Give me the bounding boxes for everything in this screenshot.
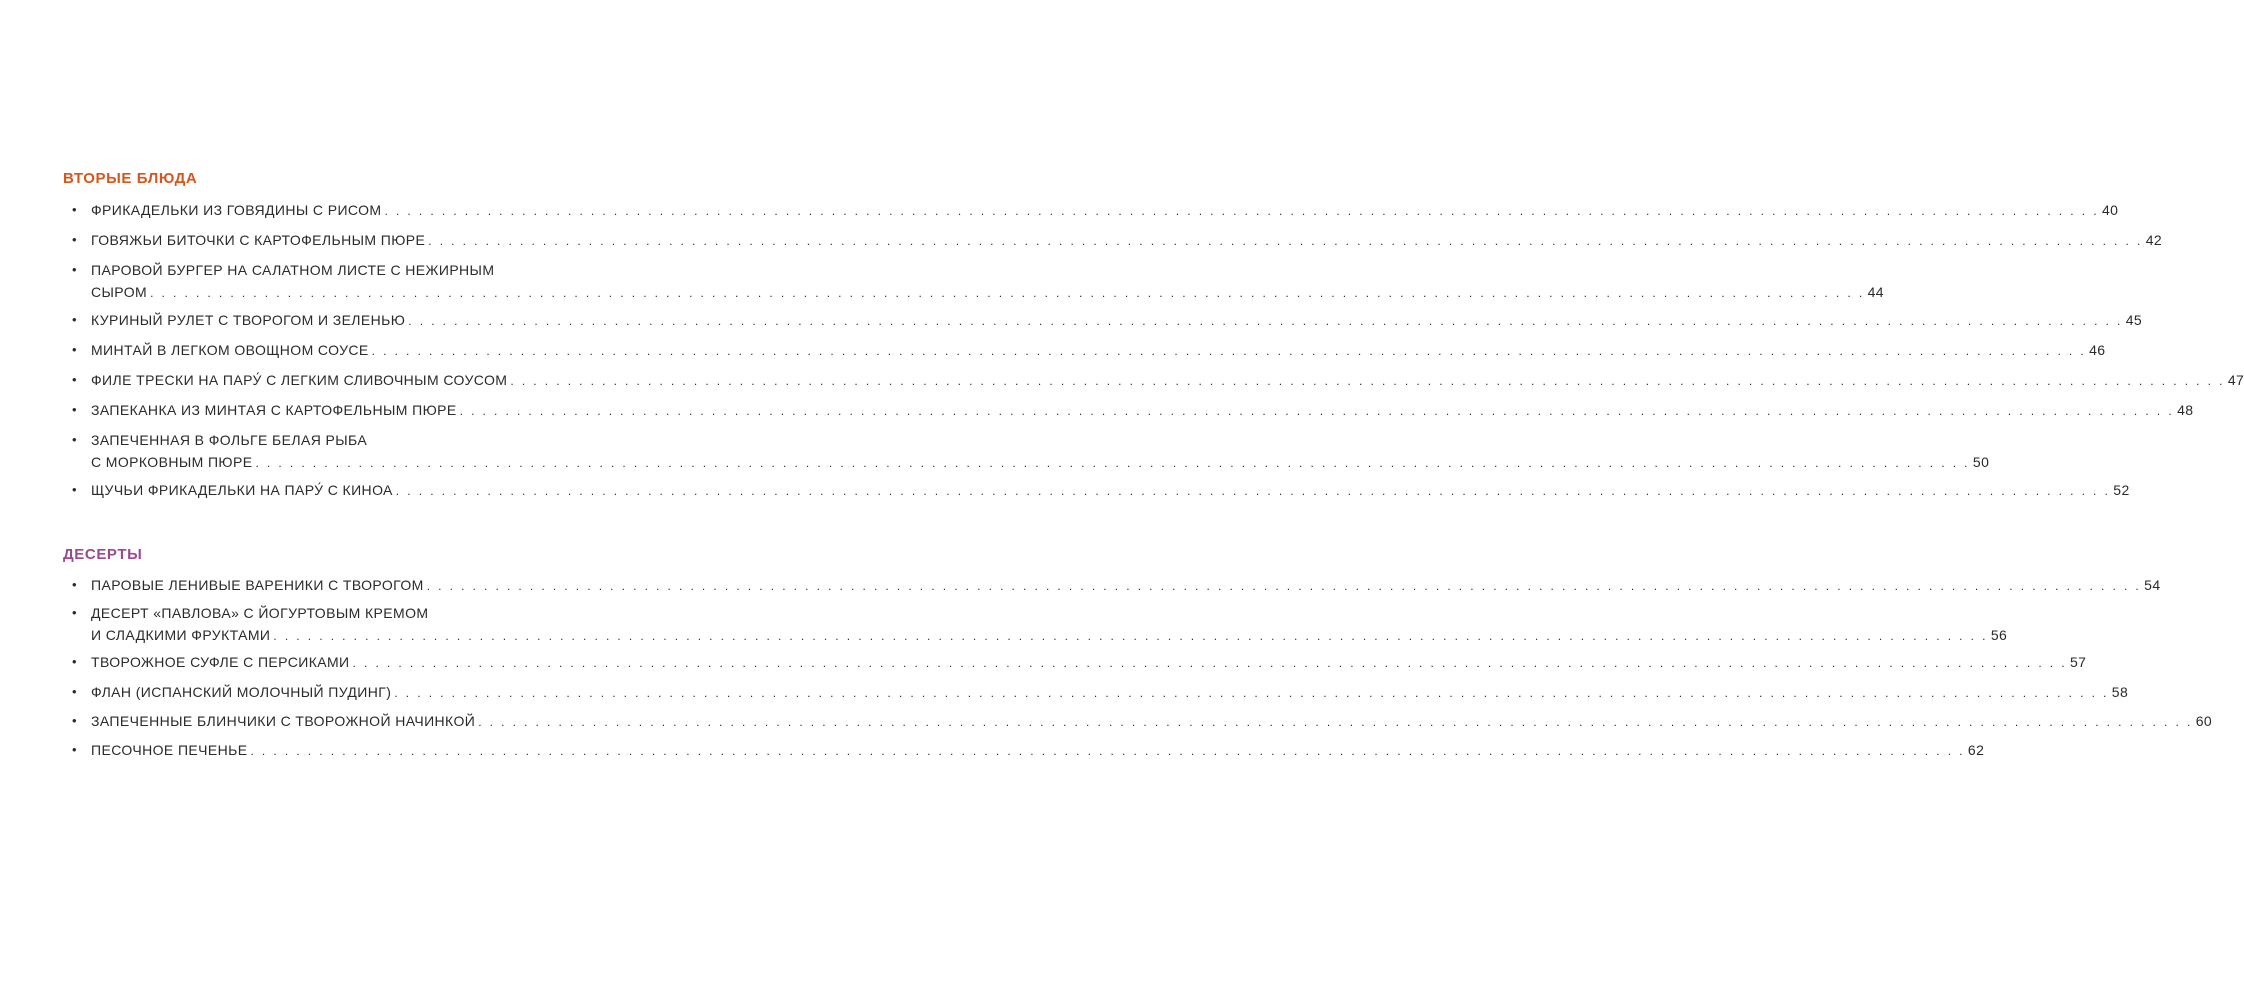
page-number: 56 [1990,627,2008,643]
section-title-desserts: ДЕСЕРТЫ [63,546,143,563]
toc-entry[interactable] [72,399,2194,422]
bullet-icon: • [72,372,77,387]
bullet-icon: • [72,202,77,217]
entry-title: ПЕСОЧНОЕ ПЕЧЕНЬЕ [91,742,248,758]
bullet-icon: • [72,742,77,757]
toc-entry[interactable] [72,651,2087,674]
page-number: 40 [2101,202,2119,218]
page-number: 46 [2089,342,2106,358]
bullet-icon: • [72,262,77,277]
page-number: 42 [2145,232,2163,248]
toc-entry[interactable] [72,339,2106,362]
dot-leader: . . . . . . . . . . . . . . . . . . . . . . . . . . . . . . . . . . . . . . . . . . . . . . . . . . . . . . . . . . . . . . . . . . . . . . . . . . . . . . . . . . . . . . . . . . . . . . . . . . . . . . . . . . . . . . . . . . . . . . . . . . . . . . . . . . . . . . . . . . . . . . . . . . . . . . [371,344,2087,358]
dot-leader: . . . . . . . . . . . . . . . . . . . . . . . . . . . . . . . . . . . . . . . . . . . . . . . . . . . . . . . . . . . . . . . . . . . . . . . . . . . . . . . . . . . . . . . . . . . . . . . . . . . . . . . . . . . . . . . . . . . . . . . . . . . . . . . . . . . . . . . . . . . . . . . . . . . . . . [395,484,2111,498]
entry-title: КУРИНЫЙ РУЛЕТ С ТВОРОГОМ И ЗЕЛЕНЬЮ [91,312,406,328]
bullet-icon: • [72,232,77,247]
bullet-icon: • [72,605,77,620]
page-number: 54 [2144,577,2161,593]
bullet-icon: • [72,577,77,592]
toc-entry[interactable] [72,429,1990,474]
bullet-icon: • [72,312,77,327]
bullet-icon: • [72,402,77,417]
section-title-main-courses: ВТОРЫЕ БЛЮДА [63,170,198,187]
dot-leader: . . . . . . . . . . . . . . . . . . . . . . . . . . . . . . . . . . . . . . . . . . . . . . . . . . . . . . . . . . . . . . . . . . . . . . . . . . . . . . . . . . . . . . . . . . . . . . . . . . . . . . . . . . . . . . . . . . . . . . . . . . . . . . . . . . . . . . . . . . . . . . . . . . . . . . [273,629,1988,643]
entry-title: ПАРОВЫЕ ЛЕНИВЫЕ ВАРЕНИКИ С ТВОРОГОМ [91,577,424,593]
page-number: 44 [1867,284,1884,300]
page-number: 52 [2113,482,2130,498]
page-number: 58 [2111,684,2129,700]
toc-entry[interactable] [72,369,2244,392]
toc-entry[interactable] [72,309,2143,332]
entry-title: ГОВЯЖЬИ БИТОЧКИ С КАРТОФЕЛЬНЫМ ПЮРЕ [91,232,426,248]
dot-leader: . . . . . . . . . . . . . . . . . . . . . . . . . . . . . . . . . . . . . . . . . . . . . . . . . . . . . . . . . . . . . . . . . . . . . . . . . . . . . . . . . . . . . . . . . . . . . . . . . . . . . . . . . . . . . . . . . . . . . . . . . . . . . . . . . . . . . . . . . . . . . . . . . . . . . . [352,656,2067,670]
toc-entry[interactable] [72,479,2130,502]
dot-leader: . . . . . . . . . . . . . . . . . . . . . . . . . . . . . . . . . . . . . . . . . . . . . . . . . . . . . . . . . . . . . . . . . . . . . . . . . . . . . . . . . . . . . . . . . . . . . . . . . . . . . . . . . . . . . . . . . . . . . . . . . . . . . . . . . . . . . . . . . . . . . . . . . . . . . . [250,744,1965,758]
entry-title: ЩУЧЬИ ФРИКАДЕЛЬКИ НА ПАРУ́ С КИНОА [91,482,393,498]
bullet-icon: • [72,713,77,728]
entry-title: ФИЛЕ ТРЕСКИ НА ПАРУ́ С ЛЕГКИМ СЛИВОЧНЫМ СОУСОМ [91,372,508,388]
entry-title: МИНТАЙ В ЛЕГКОМ ОВОЩНОМ СОУСЕ [91,342,369,358]
dot-leader: . . . . . . . . . . . . . . . . . . . . . . . . . . . . . . . . . . . . . . . . . . . . . . . . . . . . . . . . . . . . . . . . . . . . . . . . . . . . . . . . . . . . . . . . . . . . . . . . . . . . . . . . . . . . . . . . . . . . . . . . . . . . . . . . . . . . . . . . . . . . . . . . . . . . . . [510,374,2225,388]
page-number: 48 [2177,402,2194,418]
entry-title: ТВОРОЖНОЕ СУФЛЕ С ПЕРСИКАМИ [91,654,350,670]
entry-title: ФЛАН (ИСПАНСКИЙ МОЛОЧНЫЙ ПУДИНГ) [91,684,392,700]
toc-entry[interactable] [72,739,1985,762]
dot-leader: . . . . . . . . . . . . . . . . . . . . . . . . . . . . . . . . . . . . . . . . . . . . . . . . . . . . . . . . . . . . . . . . . . . . . . . . . . . . . . . . . . . . . . . . . . . . . . . . . . . . . . . . . . . . . . . . . . . . . . . . . . . . . . . . . . . . . . . . . . . . . . . . . . . . . . [394,686,2109,700]
toc-entry[interactable] [72,259,1884,304]
dot-leader: . . . . . . . . . . . . . . . . . . . . . . . . . . . . . . . . . . . . . . . . . . . . . . . . . . . . . . . . . . . . . . . . . . . . . . . . . . . . . . . . . . . . . . . . . . . . . . . . . . . . . . . . . . . . . . . . . . . . . . . . . . . . . . . . . . . . . . . . . . . . . . . . . . . . . . [255,456,1970,470]
page-number: 45 [2125,312,2143,328]
entry-title: ЗАПЕЧЕННЫЕ БЛИНЧИКИ С ТВОРОЖНОЙ НАЧИНКОЙ [91,713,476,729]
entry-title: ЗАПЕКАНКА ИЗ МИНТАЯ С КАРТОФЕЛЬНЫМ ПЮРЕ [91,402,457,418]
bullet-icon: • [72,684,77,699]
entry-title-line-2: И СЛАДКИМИ ФРУКТАМИ [91,627,271,643]
dot-leader: . . . . . . . . . . . . . . . . . . . . . . . . . . . . . . . . . . . . . . . . . . . . . . . . . . . . . . . . . . . . . . . . . . . . . . . . . . . . . . . . . . . . . . . . . . . . . . . . . . . . . . . . . . . . . . . . . . . . . . . . . . . . . . . . . . . . . . . . . . . . . . . . . . . . . . [150,286,1865,300]
entry-title-line-1: ПАРОВОЙ БУРГЕР НА САЛАТНОМ ЛИСТЕ С НЕЖИРНЫМ [91,262,495,278]
toc-entry[interactable] [72,681,2129,704]
entry-title: ФРИКАДЕЛЬКИ ИЗ ГОВЯДИНЫ С РИСОМ [91,202,382,218]
dot-leader: . . . . . . . . . . . . . . . . . . . . . . . . . . . . . . . . . . . . . . . . . . . . . . . . . . . . . . . . . . . . . . . . . . . . . . . . . . . . . . . . . . . . . . . . . . . . . . . . . . . . . . . . . . . . . . . . . . . . . . . . . . . . . . . . . . . . . . . . . . . . . . . . . . . . . . [426,579,2142,593]
toc-entry[interactable] [72,229,2163,252]
entry-title-line-1: ЗАПЕЧЕННАЯ В ФОЛЬГЕ БЕЛАЯ РЫБА [91,432,368,448]
bullet-icon: • [72,342,77,357]
page-number: 57 [2070,654,2087,670]
dot-leader: . . . . . . . . . . . . . . . . . . . . . . . . . . . . . . . . . . . . . . . . . . . . . . . . . . . . . . . . . . . . . . . . . . . . . . . . . . . . . . . . . . . . . . . . . . . . . . . . . . . . . . . . . . . . . . . . . . . . . . . . . . . . . . . . . . . . . . . . . . . . . . . . . . . . . . [478,715,2193,729]
toc-entry[interactable] [72,199,2119,222]
entry-title-line-2: С МОРКОВНЫМ ПЮРЕ [91,454,253,470]
dot-leader: . . . . . . . . . . . . . . . . . . . . . . . . . . . . . . . . . . . . . . . . . . . . . . . . . . . . . . . . . . . . . . . . . . . . . . . . . . . . . . . . . . . . . . . . . . . . . . . . . . . . . . . . . . . . . . . . . . . . . . . . . . . . . . . . . . . . . . . . . . . . . . . . . . . . . . [384,204,2099,218]
page-number: 60 [2195,713,2213,729]
toc-entry[interactable] [72,602,2008,647]
page-number: 50 [1972,454,1990,470]
dot-leader: . . . . . . . . . . . . . . . . . . . . . . . . . . . . . . . . . . . . . . . . . . . . . . . . . . . . . . . . . . . . . . . . . . . . . . . . . . . . . . . . . . . . . . . . . . . . . . . . . . . . . . . . . . . . . . . . . . . . . . . . . . . . . . . . . . . . . . . . . . . . . . . . . . . . . . [408,314,2123,328]
dot-leader: . . . . . . . . . . . . . . . . . . . . . . . . . . . . . . . . . . . . . . . . . . . . . . . . . . . . . . . . . . . . . . . . . . . . . . . . . . . . . . . . . . . . . . . . . . . . . . . . . . . . . . . . . . . . . . . . . . . . . . . . . . . . . . . . . . . . . . . . . . . . . . . . . . . . . . [459,404,2175,418]
toc-entry[interactable] [72,574,2161,597]
bullet-icon: • [72,654,77,669]
page-number: 62 [1967,742,1985,758]
bullet-icon: • [72,482,77,497]
toc-entry[interactable] [72,710,2213,733]
dot-leader: . . . . . . . . . . . . . . . . . . . . . . . . . . . . . . . . . . . . . . . . . . . . . . . . . . . . . . . . . . . . . . . . . . . . . . . . . . . . . . . . . . . . . . . . . . . . . . . . . . . . . . . . . . . . . . . . . . . . . . . . . . . . . . . . . . . . . . . . . . . . . . . . . . . . . . [428,234,2143,248]
bullet-icon: • [72,432,77,447]
entry-title-line-1: ДЕСЕРТ «ПАВЛОВА» С ЙОГУРТОВЫМ КРЕМОМ [91,605,429,621]
entry-title-line-2: СЫРОМ [91,284,148,300]
page-number: 47 [2227,372,2244,388]
